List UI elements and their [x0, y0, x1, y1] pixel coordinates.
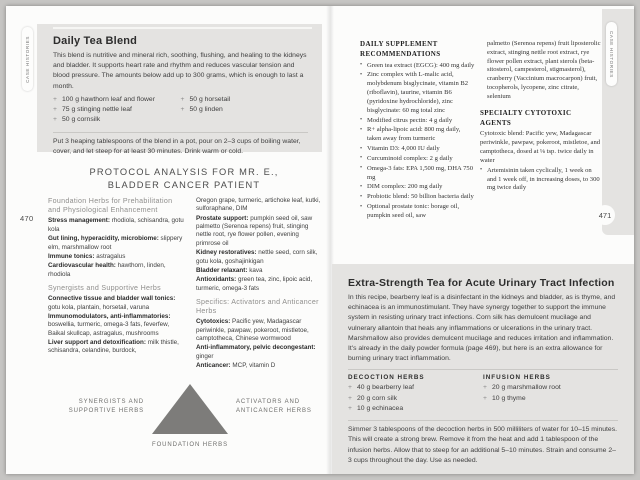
protocol-entry: Bladder relaxant: kava — [196, 266, 263, 274]
page-number-left: 470 — [20, 214, 34, 223]
supplements-heading: DAILY SUPPLEMENT RECOMMENDATIONS — [360, 40, 441, 58]
herb-pyramid-triangle — [152, 384, 228, 434]
protocol-subheading: Specifics: Activators and Anticancer Herbs — [196, 297, 319, 316]
cytotoxic-bullet-text: Artemisinin taken cyclically, 1 week on and 1 week off, in increasing doses, to 300 mg twice daily — [487, 166, 600, 192]
list-item: + 50 g linden — [180, 106, 223, 114]
page-number-text: 471 — [598, 210, 612, 220]
bullet-icon: • — [360, 165, 363, 172]
bullet-icon: • — [360, 145, 363, 152]
protocol-entry: Immunomodulators, anti-inflammatories: boswellia, turmeric, omega-3 fats, feverfew, Baikal skullcap, astragalus, mushrooms — [48, 312, 171, 337]
bullet-icon: • — [480, 167, 483, 174]
protocol-entry: Cytotoxics: Pacific yew, Madagascar periwinkle, pawpaw, pokeroot, mistletoe, camptotheca, Chinese wormwood — [196, 318, 309, 343]
protocol-column-2 — [196, 197, 324, 372]
protocol-column-1 — [48, 197, 184, 357]
bullet-icon: • — [360, 71, 363, 78]
list-item: + 10 g thyme — [483, 394, 526, 402]
list-item: • Zinc complex with L-malic acid, molybdenum bisglycinate, vitamin B2 (riboflavin), taurine, vitamin B6 (pyridoxine hydrochloride), zinc bisglycinate: 60 mg total zinc — [360, 71, 469, 114]
bullet-icon: + — [483, 394, 487, 402]
extra-strength-tea-panel — [332, 264, 634, 474]
cytotoxic-column — [480, 40, 601, 194]
list-item: + 20 g corn silk — [348, 394, 398, 402]
bullet-icon: + — [53, 116, 57, 124]
margin-tab-left — [22, 27, 33, 91]
bullet-icon: + — [348, 384, 352, 392]
list-item: + 50 g horsetail — [180, 95, 231, 103]
protocol-entry: Antioxidants: green tea, zinc, lipoic acid, turmeric, omega-3 fats — [196, 276, 313, 292]
supplement-column — [360, 40, 476, 222]
cytotoxic-bullet — [480, 167, 601, 193]
cytotoxic-heading: SPECIALTY CYTOTOXIC AGENTS — [480, 108, 572, 127]
panel-top-rule — [53, 27, 312, 29]
book-spread — [6, 6, 634, 474]
protocol-entry: Kidney restoratives: nettle seed, corn silk, gotu kola, goshajinkigan — [196, 249, 318, 265]
list-item: + 40 g bearberry leaf — [348, 384, 415, 392]
list-item: • R+ alpha-lipoic acid: 800 mg daily, taken away from turmeric — [360, 126, 461, 143]
supplement-list — [360, 62, 476, 221]
infusion-header: INFUSION HERBS — [483, 374, 551, 382]
bullet-icon: • — [360, 193, 363, 200]
list-item: • Modified citrus pectin: 4 g daily — [360, 116, 453, 124]
recipe-intro: This blend is nutritive and mineral rich, soothing, flushing, and healing to the kidneys and bladder. It supports heart rate and rhythm and reduces vascular tension and blood pressure. The amounts below add up to 300 grams, which is enough to last a month. — [53, 52, 307, 90]
panel-divider — [348, 420, 618, 421]
list-item: • Omega-3 fats: EPA 1,500 mg, DHA 750 mg — [360, 164, 473, 181]
recipe-title: Extra-Strength Tea for Acute Urinary Tract Infection — [348, 277, 615, 289]
bullet-icon: + — [180, 95, 185, 103]
margin-tab-label: CASE HISTORIES — [25, 35, 30, 83]
bullet-icon: + — [348, 404, 352, 412]
list-item: + 10 g echinacea — [348, 404, 404, 412]
daily-tea-blend-panel — [37, 24, 322, 155]
ingredient-list-right — [181, 96, 309, 127]
bullet-icon: + — [483, 384, 487, 392]
list-item: • Probiotic blend: 50 billion bacteria daily — [360, 193, 474, 201]
list-item: + 100 g hawthorn leaf and flower — [53, 95, 155, 103]
recipe-title: Daily Tea Blend — [53, 35, 138, 47]
list-item: • Curcuminoid complex: 2 g daily — [360, 154, 453, 162]
protocol-entry: Prostate support: pumpkin seed oil, saw palmetto (Serenoa repens) fruit, stinging nettle root, rye flower pollen, evening primrose oil — [196, 214, 313, 247]
protocol-entry: Gut lining, hyperacidity, microbiome: slippery elm, marshmallow root — [48, 235, 183, 251]
protocol-entry: Liver support and detoxification: milk thistle, schisandra, celandine, burdock, — [48, 338, 179, 355]
list-item: • DIM complex: 200 mg daily — [360, 183, 443, 191]
bullet-icon: + — [53, 106, 57, 114]
ingredient-list-left — [53, 96, 181, 127]
list-item: + 50 g cornsilk — [53, 116, 101, 124]
decoction-list — [348, 384, 483, 413]
bullet-icon: • — [360, 126, 363, 133]
protocol-subheading: Synergists and Supportive Herbs — [48, 283, 162, 292]
recipe-intro: In this recipe, bearberry leaf is a disinfectant in the kidneys and bladder, as is thyme, and echinacea is an immunostimulant. They have synergy together to support the immune system in resisting urinary tract infections. Corn silk has demulcent mucilage and vulnerary allantoin that heals any inflammations or ulcerations in the urinary tract. Marshmallow also provides demulcent mucilage and reduces irritation and inflammation. It's already in the daily powder formula (page 469), but here is an extra allowance for burning urinary tract inflammation. — [348, 294, 616, 363]
bullet-icon: + — [180, 106, 185, 114]
protocol-entry: Anti-inflammatory, pelvic decongestant: ginger — [196, 344, 316, 360]
bullet-icon: • — [360, 117, 363, 124]
protocol-title-line2: BLADDER CANCER PATIENT — [107, 180, 261, 191]
cytotoxic-paragraph: Cytotoxic blend: Pacific yew, Madagascar periwinkle, pawpaw, pokeroot, mistletoe, and camptotheca, dosed at ⅛ tsp. twice daily in water — [480, 130, 601, 164]
recipe-instructions: Put 3 heaping tablespoons of the blend in a pot, pour on 2–3 cups of boiling water, cover, and let steep for at least 30 minutes. Drink warm or cold. — [53, 137, 301, 155]
protocol-entry: Immune tonics: astragalus — [48, 252, 126, 260]
protocol-subheading: Foundation Herbs for Prehabilitation and Physiological Enhancement — [48, 197, 173, 215]
protocol-continuation: Oregon grape, turmeric, artichoke leaf, kutki, sulforaphane, DIM — [196, 197, 321, 213]
list-item: • Vitamin D3: 4,000 IU daily — [360, 145, 440, 153]
protocol-title-line1: PROTOCOL ANALYSIS FOR MR. E., — [89, 167, 279, 177]
ingredient-columns — [53, 96, 308, 127]
protocol-entry: Stress management: rhodiola, schisandra, gotu kola — [48, 217, 184, 233]
infusion-list — [483, 384, 618, 403]
pyramid-label-left: SYNERGISTS AND SUPPORTIVE HERBS — [68, 399, 144, 414]
bullet-icon: • — [360, 62, 363, 69]
pyramid-label-right: ACTIVATORS AND ANTICANCER HERBS — [236, 399, 312, 414]
panel-divider — [348, 369, 618, 370]
list-item: + 20 g marshmallow root — [483, 384, 561, 392]
infusion-column — [483, 374, 618, 415]
panel-divider — [53, 132, 308, 133]
decoction-column — [348, 374, 483, 415]
list-item: + 75 g stinging nettle leaf — [53, 106, 132, 114]
herb-columns — [348, 374, 618, 415]
supplement-continuation: palmetto (Serenoa repens) fruit liposterolic extract, stinging nettle root extract, rye flower pollen extract, plant sterols (beta-sitosterol, campesterol, stigmasterol), cranberry (Vaccinium macrocarpon) fruit, tocopherols, lycopene, zinc citrate, selenium — [487, 40, 601, 100]
bullet-icon: + — [53, 95, 57, 103]
list-item: • Green tea extract (EGCG): 400 mg daily — [360, 61, 475, 69]
bullet-icon: • — [360, 203, 363, 210]
page-number-right — [595, 205, 615, 225]
protocol-entry: Cardiovascular health: hawthorn, linden, rhodiola — [48, 262, 166, 278]
bullet-icon: + — [348, 394, 352, 402]
protocol-entry: Connective tissue and bladder wall tonics: gotu kola, plantain, horsetail, varuna — [48, 295, 176, 311]
list-item: • Optional prostate tonic: borage oil, pumpkin seed oil, saw — [360, 203, 460, 219]
pyramid-label-bottom: FOUNDATION HERBS — [152, 442, 228, 448]
margin-tab-right — [606, 22, 617, 86]
bullet-icon: • — [360, 183, 363, 190]
protocol-entry: Anticancer: MCP, vitamin D — [196, 362, 276, 370]
protocol-title — [46, 166, 322, 193]
bullet-icon: • — [360, 155, 363, 162]
recipe-instructions: Simmer 3 tablespoons of the decoction herbs in 500 milliliters of water for 10–15 minutes. This will create a strong brew. Remove it from the heat and add 1 tablespoon of the infusion herbs. Allow that to steep for an additional 5–10 minutes. Strain and consume 2–3 cups throughout the day. Use as needed. — [348, 426, 617, 464]
decoction-header: DECOCTION HERBS — [348, 374, 425, 382]
margin-tab-label: CASE HISTORIES — [609, 30, 614, 78]
